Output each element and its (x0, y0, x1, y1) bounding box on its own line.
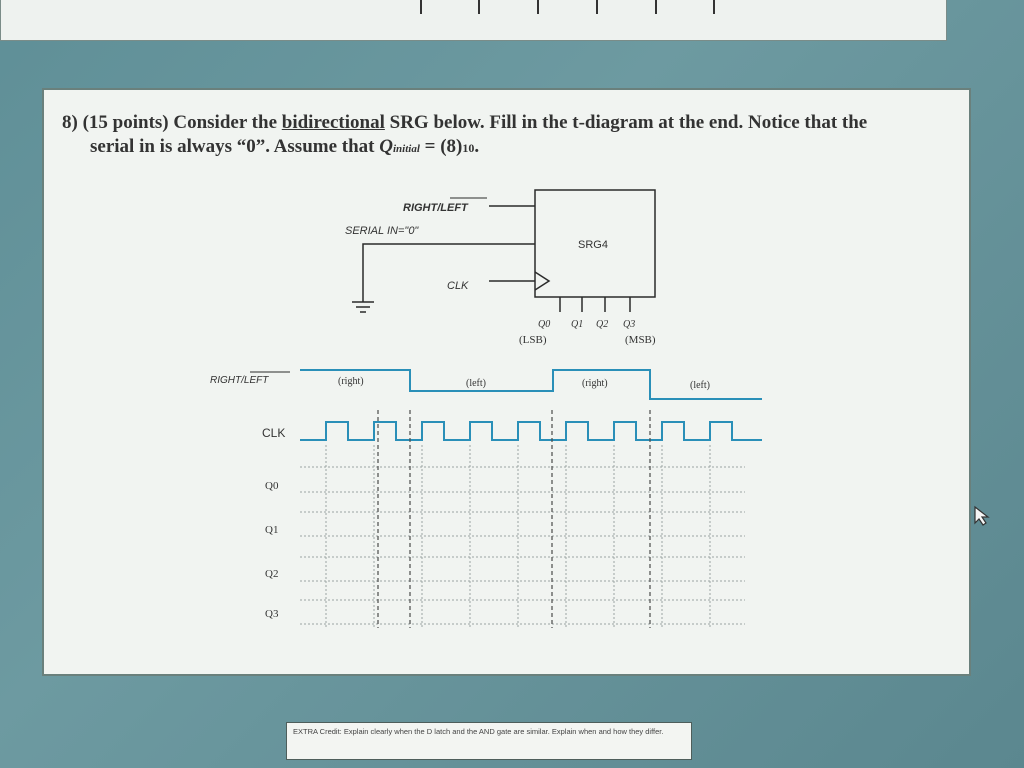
q-initial-symbol: Q (379, 136, 393, 157)
timing-right-left-label: RIGHT/LEFT (210, 375, 269, 386)
output-q1: Q1 (571, 319, 584, 330)
question-line2-b: = (8) (424, 136, 463, 157)
segment-left-2: (left) (690, 380, 710, 391)
row-label-q0: Q0 (265, 480, 279, 492)
segment-right-2: (right) (582, 378, 608, 389)
output-pins (560, 297, 630, 312)
ground-icon (352, 302, 374, 312)
srg-right-left-label: RIGHT/LEFT (403, 202, 468, 214)
output-q0: Q0 (538, 319, 551, 330)
question-text-a: Consider the (173, 112, 278, 133)
question-text-underlined: bidirectional (281, 112, 385, 133)
row-label-q1: Q1 (265, 524, 279, 536)
question-number: 8) (62, 112, 78, 133)
question-line2-end: . (474, 136, 480, 157)
srg-clk-label: CLK (447, 280, 469, 292)
clk-waveform (300, 422, 762, 440)
timing-clk-label: CLK (262, 426, 286, 440)
question-points: (15 points) (82, 112, 169, 133)
timing-grid (300, 445, 745, 628)
segment-left-1: (left) (466, 378, 486, 389)
clk-triangle-icon (535, 272, 549, 290)
question-line2-a: serial in is always “0”. Assume that (90, 136, 375, 157)
output-q3: Q3 (623, 319, 636, 330)
msb-label: (MSB) (625, 334, 656, 346)
output-q2: Q2 (596, 319, 609, 330)
extra-credit-box (286, 722, 692, 760)
segment-right-1: (right) (338, 376, 364, 387)
extra-credit-text: EXTRA Credit: Explain clearly when the D latch and the AND gate are similar. Explain when and how they differ. (293, 727, 664, 736)
mouse-pointer-icon (973, 505, 993, 527)
srg4-label: SRG4 (578, 239, 608, 251)
edge-markers (378, 410, 650, 628)
question-text-b: SRG below. Fill in the t-diagram at the end. Notice that the (389, 112, 868, 133)
serial-in-label: SERIAL IN="0" (345, 225, 419, 237)
q-initial-subscript: initial (392, 143, 420, 155)
lsb-label: (LSB) (519, 334, 547, 346)
question-base: 10 (462, 141, 475, 155)
serial-in-wire (363, 244, 535, 302)
row-label-q2: Q2 (265, 568, 279, 580)
row-label-q3: Q3 (265, 608, 279, 620)
